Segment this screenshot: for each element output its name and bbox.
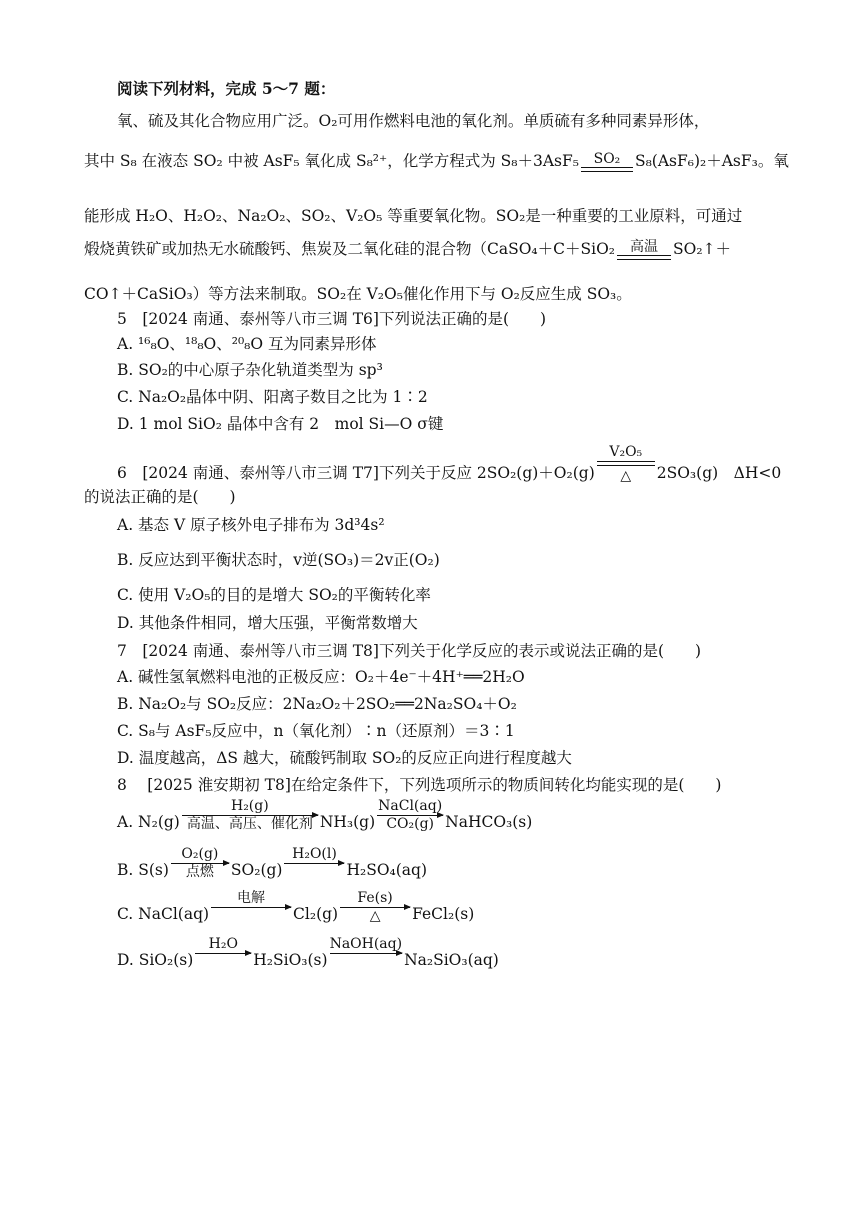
q7-stem: 7 [2024 南通、泰州等八市三调 T8]下列关于化学反应的表示或说法正确的是( ) (117, 642, 702, 660)
q6-option-c: C. 使用 V₂O₅的目的是增大 SO₂的平衡转化率 (117, 586, 431, 604)
q6-option-a: A. 基态 V 原子核外电子排布为 3d³4s² (117, 516, 385, 534)
arrow-conditions-1 (171, 846, 229, 880)
reading-heading: 阅读下列材料，完成 5～7 题： (117, 79, 336, 98)
q5-option-c: C. Na₂O₂晶体中阴、阳离子数目之比为 1∶2 (117, 388, 428, 406)
arrow-conditions-2 (340, 890, 410, 924)
intro-line-2-part-a: 其中 S₈ 在液态 SO₂ 中被 AsF₅ 氧化成 S₈²⁺，化学方程式为 S₈＋3AsF₅ (84, 152, 579, 170)
arrow-over-label: H₂(g) (230, 798, 269, 814)
arrow-icon (195, 953, 251, 954)
catalyst-label: V₂O₅ (609, 444, 643, 460)
arrow-over-label: H₂O (208, 936, 238, 952)
reversible-sign (597, 460, 655, 468)
arrow-conditions-2 (330, 936, 403, 970)
species: NH₃(g) (319, 813, 376, 831)
q8-option-d (117, 936, 499, 970)
intro-line-4-part-b: SO₂↑＋ (673, 240, 732, 258)
arrow-over-label: NaOH(aq) (329, 936, 403, 952)
arrow-conditions-1 (195, 936, 251, 970)
reversible-arrow-v2o5 (597, 444, 655, 484)
q5-option-d: D. 1 mol SiO₂ 晶体中含有 2 mol Si—O σ键 (117, 415, 444, 433)
q5-stem: 5 [2024 南通、泰州等八市三调 T6]下列说法正确的是( ) (117, 310, 547, 328)
heat-triangle-icon: △ (620, 468, 632, 484)
condition-label: 高温 (630, 239, 658, 255)
arrow-over-label: 电解 (237, 890, 266, 906)
species: SO₂(g) (230, 861, 283, 879)
heat-triangle-icon: △ (369, 908, 381, 924)
species: B. S(s) (117, 861, 169, 879)
arrow-icon (171, 863, 229, 864)
q8-option-b (117, 846, 427, 880)
q7-option-d: D. 温度越高，ΔS 越大，硫酸钙制取 SO₂的反应正向进行程度越大 (117, 749, 572, 767)
condition-equation-so2 (581, 151, 633, 172)
species: FeCl₂(s) (412, 905, 475, 923)
arrow-under-label: CO₂(g) (386, 816, 434, 832)
q8-option-c (117, 890, 474, 924)
q8-stem: 8 [2025 淮安期初 T8]在给定条件下，下列选项所示的物质间转化均能实现的是( ) (117, 776, 722, 794)
q6-option-d: D. 其他条件相同，增大压强，平衡常数增大 (117, 614, 418, 632)
arrow-over-label: Fe(s) (357, 890, 393, 906)
intro-line-1: 氧、硫及其化合物应用广泛。O₂可用作燃料电池的氧化剂。单质硫有多种同素异形体， (117, 112, 710, 130)
species: C. NaCl(aq) (117, 905, 210, 923)
arrow-under-label: 高温、高压、催化剂 (186, 816, 313, 832)
arrow-over-label: NaCl(aq) (378, 798, 443, 814)
species: D. SiO₂(s) (117, 951, 194, 969)
q7-option-b: B. Na₂O₂与 SO₂反应：2Na₂O₂＋2SO₂══2Na₂SO₄＋O₂ (117, 695, 517, 713)
intro-line-2 (84, 150, 789, 172)
intro-line-3: 能形成 H₂O、H₂O₂、Na₂O₂、SO₂、V₂O₅ 等重要氧化物。SO₂是一种重要的工业原料，可通过 (84, 207, 743, 225)
q6-stem-part-a: 6 [2024 南通、泰州等八市三调 T7]下列关于反应 2SO₂(g)＋O₂(g) (117, 464, 595, 482)
arrow-over-label: O₂(g) (181, 846, 219, 862)
condition-equation-high-temp (617, 239, 671, 260)
arrow-conditions-2 (284, 846, 344, 880)
q5-option-b: B. SO₂的中心原子杂化轨道类型为 sp³ (117, 361, 383, 379)
q7-option-a: A. 碱性氢氧燃料电池的正极反应：O₂＋4e⁻＋4H⁺══2H₂O (117, 668, 525, 686)
intro-line-4-part-a: 煅烧黄铁矿或加热无水硫酸钙、焦炭及二氧化硅的混合物（CaSO₄＋C＋SiO₂ (84, 240, 615, 258)
q6-stem (117, 444, 781, 484)
arrow-icon (377, 815, 443, 816)
arrow-icon (340, 907, 410, 908)
arrow-under-label: 点燃 (185, 864, 214, 880)
condition-label: SO₂ (593, 151, 621, 167)
q6-stem-line-2: 的说法正确的是( ) (84, 488, 236, 506)
arrow-icon (330, 953, 402, 954)
arrow-conditions-1 (182, 798, 318, 832)
q8-option-a (117, 798, 532, 832)
arrow-conditions-1 (211, 890, 291, 924)
intro-line-5: CO↑＋CaSiO₃）等方法来制取。SO₂在 V₂O₅催化作用下与 O₂反应生成 SO₃。 (84, 285, 632, 303)
species: Na₂SiO₃(aq) (404, 951, 499, 969)
species: H₂SiO₃(s) (253, 951, 328, 969)
q6-stem-part-b: 2SO₃(g) ΔH<0 (656, 464, 782, 482)
equal-sign (617, 255, 671, 260)
equal-sign (581, 167, 633, 172)
species: A. N₂(g) (117, 813, 180, 831)
species: NaHCO₃(s) (445, 813, 533, 831)
intro-line-4 (84, 238, 731, 260)
intro-line-2-part-b: S₈(AsF₆)₂＋AsF₃。氧 (634, 152, 789, 170)
species: Cl₂(g) (293, 905, 339, 923)
arrow-conditions-2 (377, 798, 443, 832)
q5-option-a: A. ¹⁶₈O、¹⁸₈O、²⁰₈O 互为同素异形体 (117, 335, 377, 353)
arrow-over-label: H₂O(l) (292, 846, 337, 862)
species: H₂SO₄(aq) (346, 861, 428, 879)
arrow-icon (182, 815, 318, 816)
arrow-icon (284, 863, 344, 864)
arrow-icon (211, 907, 291, 908)
q6-option-b: B. 反应达到平衡状态时，v逆(SO₃)＝2v正(O₂) (117, 551, 440, 569)
q7-option-c: C. S₈与 AsF₅反应中，n（氧化剂）∶n（还原剂）＝3∶1 (117, 722, 515, 740)
